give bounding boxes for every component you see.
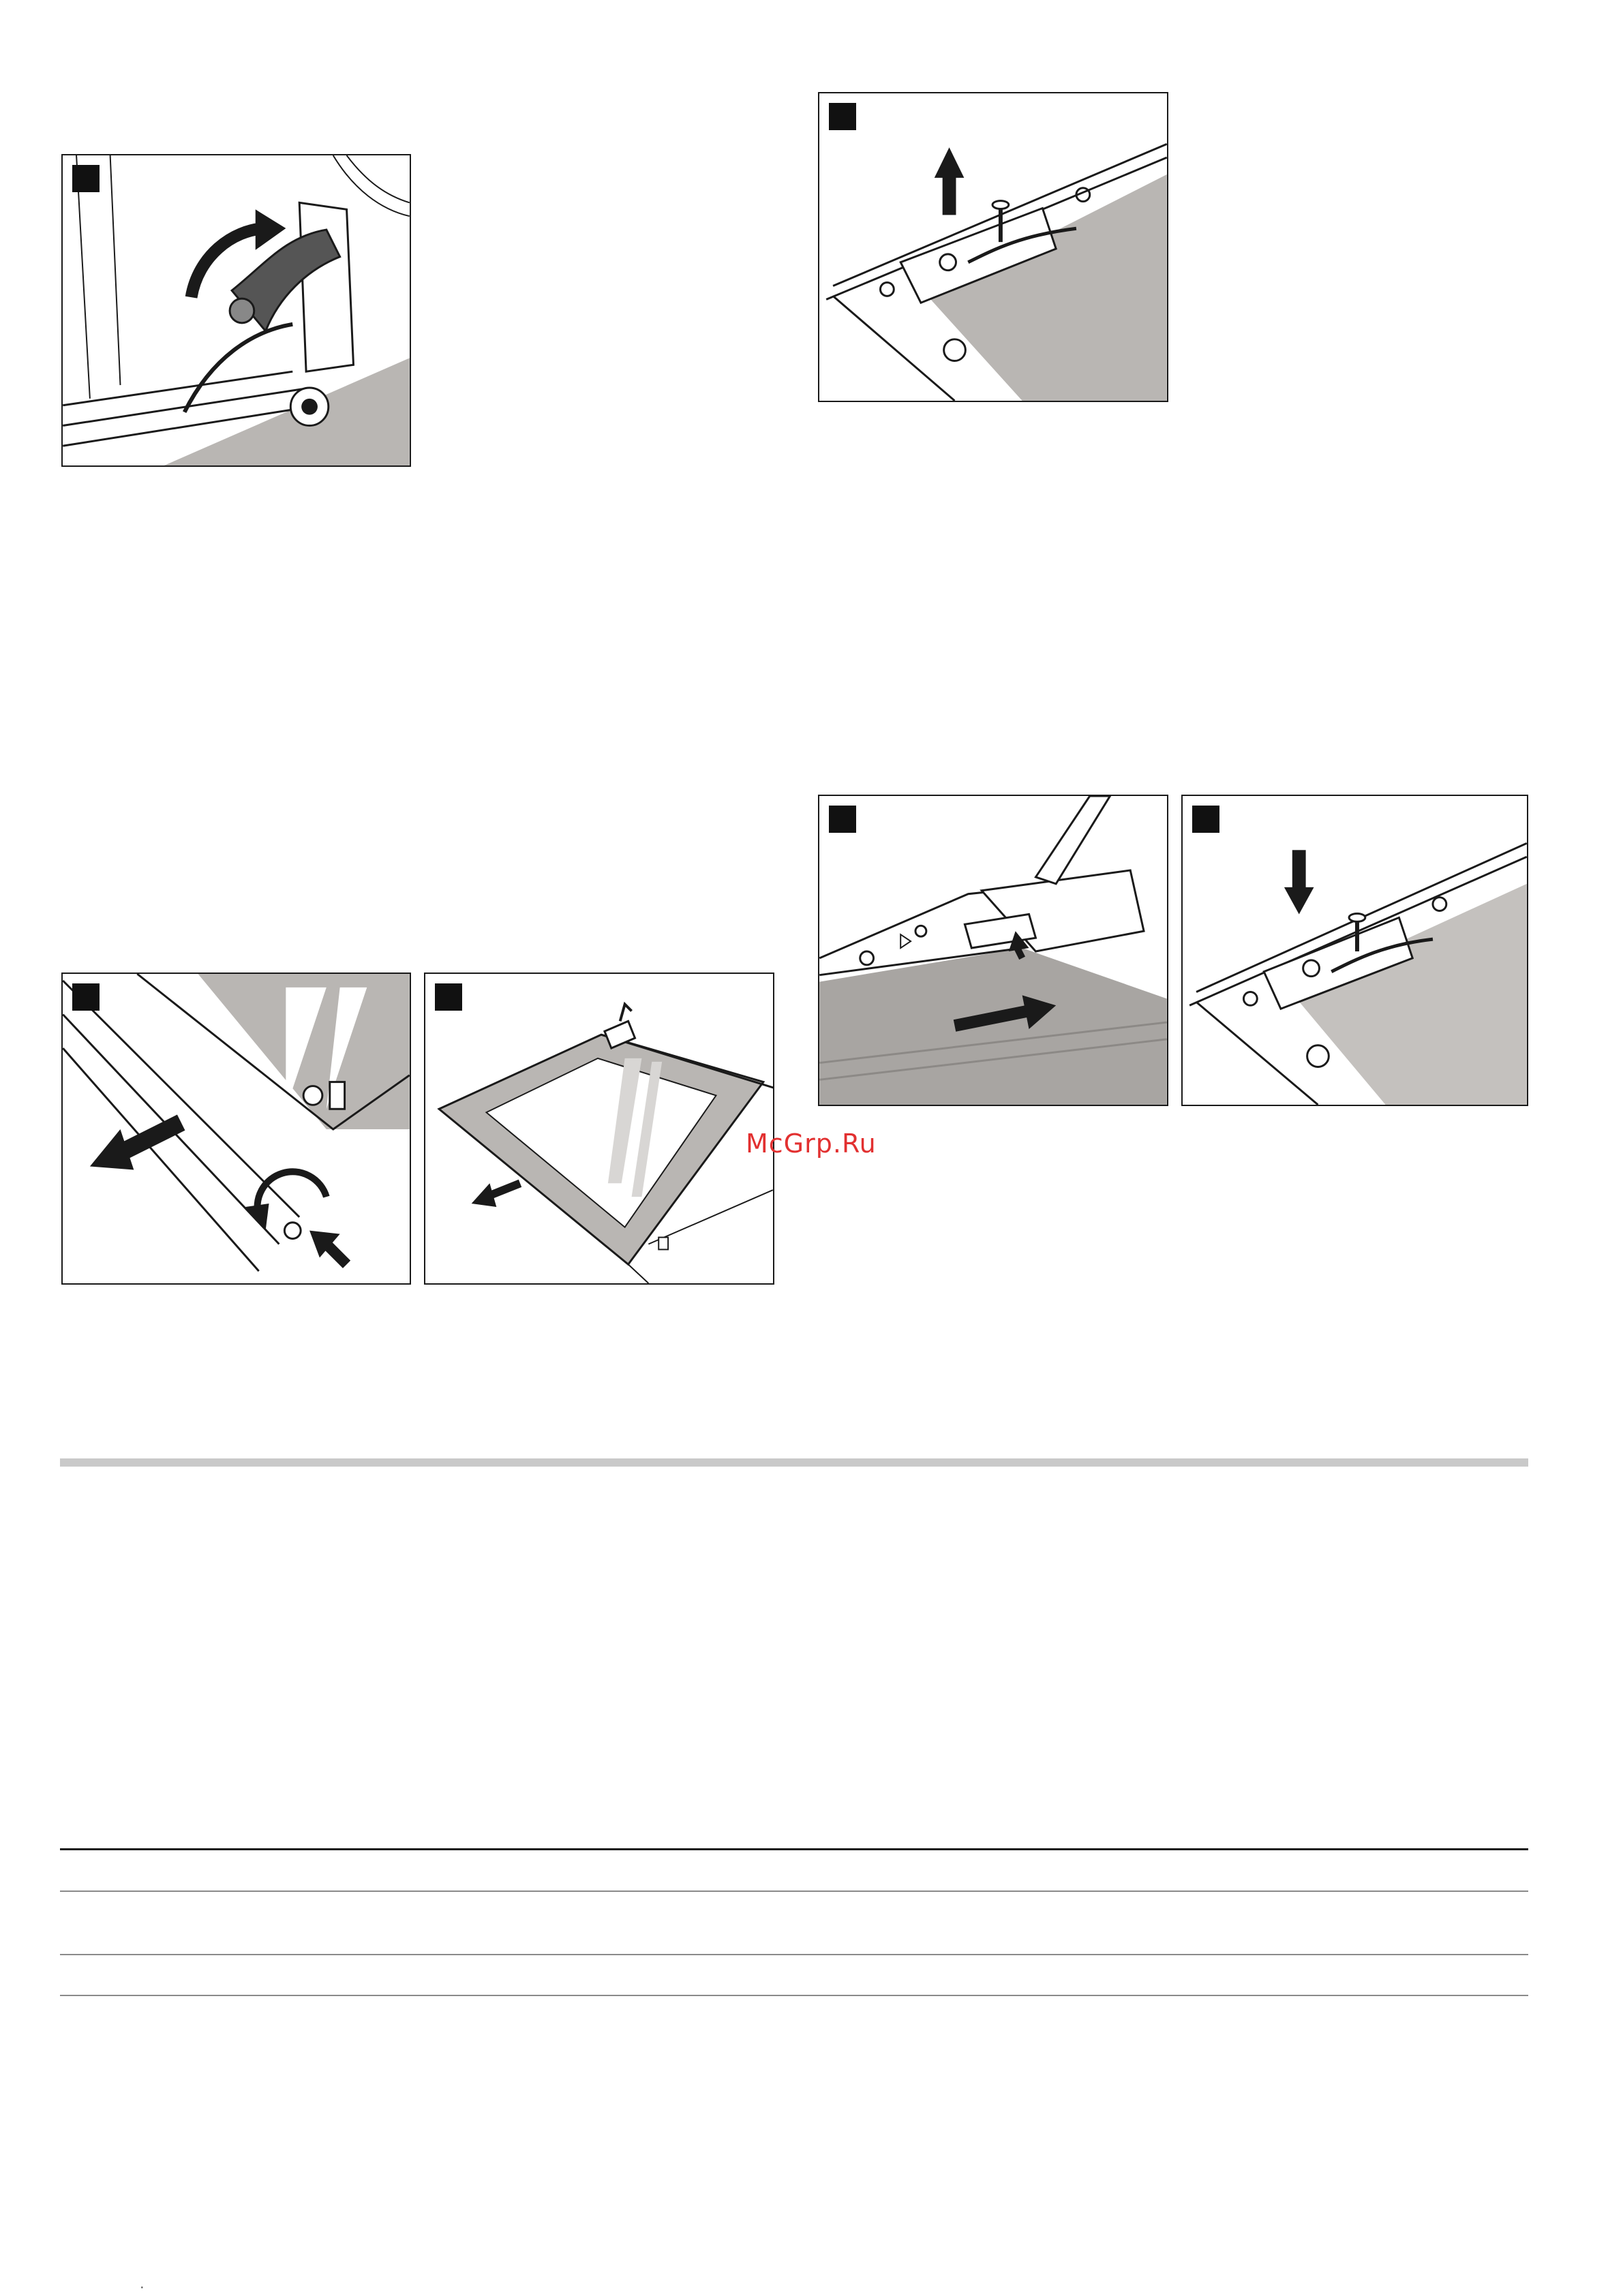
- step-marker: [829, 806, 856, 833]
- glass-pane-illustration: [425, 974, 773, 1283]
- table-top-rule: [60, 1848, 1528, 1850]
- step-marker: [1192, 806, 1219, 833]
- screw-removal-illustration: [819, 93, 1167, 401]
- step-marker: [829, 103, 856, 130]
- figure-lift-out-glass-pane: [424, 973, 774, 1285]
- table-row-rule: [60, 1954, 1528, 1955]
- step-marker: [435, 983, 462, 1011]
- figure-hinge-lever-fold: [61, 154, 411, 467]
- step-marker: [72, 983, 100, 1011]
- figure-pull-out-cover-strip: [61, 973, 411, 1285]
- figure-insert-glass-pane: [818, 795, 1168, 1106]
- figure-remove-screw: [818, 92, 1168, 402]
- table-row-rule: [60, 1995, 1528, 1996]
- figure-refit-screw: [1181, 795, 1528, 1106]
- step-marker: [72, 165, 100, 192]
- cover-strip-illustration: [63, 974, 410, 1283]
- section-separator: [60, 1458, 1528, 1467]
- hinge-illustration: [63, 155, 410, 465]
- screw-refit-illustration: [1183, 796, 1527, 1105]
- footer-mark: ·: [140, 2280, 145, 2295]
- insert-pane-illustration: [819, 796, 1167, 1105]
- table-row-rule: [60, 1891, 1528, 1892]
- watermark: McGrp.Ru: [746, 1129, 877, 1159]
